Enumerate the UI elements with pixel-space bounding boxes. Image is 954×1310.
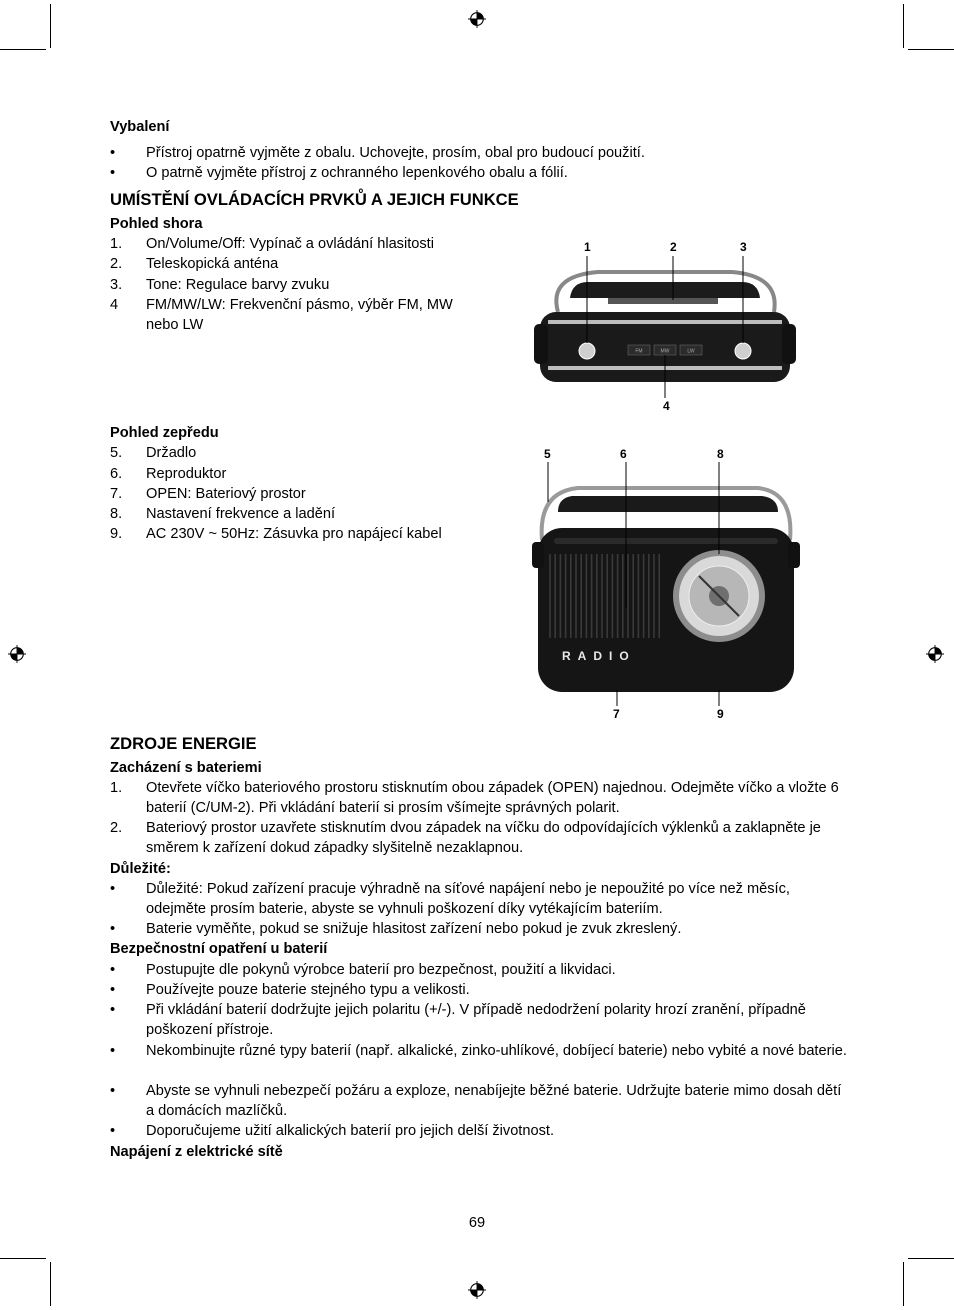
list-item-text: Baterie vyměňte, pokud se snižuje hlasitost zařízení nebo pokud je zvuk zkreslený. xyxy=(146,921,682,937)
item-number: 1. xyxy=(110,236,123,252)
callout-label: 8 xyxy=(717,447,724,461)
crop-mark xyxy=(903,4,904,48)
registration-mark-icon xyxy=(468,1281,486,1299)
list-item-text: Nekombinujte různé typy baterií (např. alkalické, zinko-uhlíkové, dobíjecí baterie) nebo vybité a nové baterie. xyxy=(146,1043,847,1059)
item-number: 9. xyxy=(110,526,123,542)
subsection-title-mains: Napájení z elektrické sítě xyxy=(110,1144,283,1160)
bullet: • xyxy=(110,1002,116,1018)
item-number: 2. xyxy=(110,256,123,272)
list-item-text: FM/MW/LW: Frekvenční pásmo, výběr FM, MW nebo LW xyxy=(146,297,453,333)
list-item-text: O patrně vyjměte přístroj z ochranného lepenkového obalu a fólií. xyxy=(146,165,568,181)
crop-mark xyxy=(0,1258,46,1259)
item-number: 1. xyxy=(110,780,123,796)
crop-mark xyxy=(903,1262,904,1306)
callout-label: 6 xyxy=(620,447,627,461)
list-item-text: Bateriový prostor uzavřete stisknutím dvou západek na víčku do odpovídajících výklenků a zaklapněte je směrem k zařízení dokud západky slyšitelně nezaklapnou. xyxy=(146,820,821,856)
item-number: 8. xyxy=(110,506,123,522)
list-item-text: Teleskopická anténa xyxy=(146,256,279,272)
list-item-text: Abyste se vyhnuli nebezpečí požáru a exploze, nenabíjejte běžné baterie. Udržujte baterie mimo dosah dětí a domácích mazlíčků. xyxy=(146,1083,842,1119)
callout-label: 1 xyxy=(584,240,591,254)
subsection-title-safety: Bezpečnostní opatření u baterií xyxy=(110,941,328,957)
subsection-title-top-view: Pohled shora xyxy=(110,216,203,232)
page-number: 69 xyxy=(468,1215,486,1231)
crop-mark xyxy=(50,4,51,48)
list-item-text: Přístroj opatrně vyjměte z obalu. Uchovejte, prosím, obal pro budoucí použití. xyxy=(146,145,645,161)
bullet: • xyxy=(110,881,116,897)
subsection-title-batteries: Zacházení s bateriemi xyxy=(110,760,262,776)
list-item-text: Postupujte dle pokynů výrobce baterií pro bezpečnost, použití a likvidaci. xyxy=(146,962,616,978)
bullet: • xyxy=(110,1123,116,1139)
crop-mark xyxy=(908,49,954,50)
bullet: • xyxy=(110,921,116,937)
subsection-title-front-view: Pohled zepředu xyxy=(110,425,219,441)
list-item-text: OPEN: Bateriový prostor xyxy=(146,486,306,502)
crop-mark xyxy=(0,49,46,50)
bullet: • xyxy=(110,165,116,181)
brand-logo: RADIO xyxy=(562,649,636,663)
list-item-text: Používejte pouze baterie stejného typu a velikosti. xyxy=(146,982,470,998)
item-number: 2. xyxy=(110,820,123,836)
registration-mark-icon xyxy=(468,10,486,28)
callout-label: 3 xyxy=(740,240,747,254)
item-number: 4 xyxy=(110,297,119,313)
list-item-text: Při vkládání baterií dodržujte jejich polaritu (+/-). V případě nedodržení polarity hrozí zranění, případně poškození přístroje. xyxy=(146,1002,806,1038)
section-title-power: ZDROJE ENERGIE xyxy=(110,734,257,753)
band-button-label: LW xyxy=(687,348,695,355)
section-title-controls: UMÍSTĚNÍ OVLÁDACÍCH PRVKŮ A JEJICH FUNKCE xyxy=(110,190,519,209)
list-item-text: Nastavení frekvence a ladění xyxy=(146,506,336,522)
radio-top-view-illustration xyxy=(528,254,802,398)
list-item-text: Důležité: Pokud zařízení pracuje výhradně na síťové napájení nebo je nepoužité po více než měsíc, odejměte prosím baterie, abyste se vyhnuli poškození díky vytékajícím bateriím. xyxy=(146,881,790,917)
bullet: • xyxy=(110,1043,116,1059)
crop-mark xyxy=(908,1258,954,1259)
list-item-text: Držadlo xyxy=(146,445,197,461)
band-button-label: FM xyxy=(635,348,643,355)
list-item-text: Tone: Regulace barvy zvuku xyxy=(146,277,330,293)
list-item-text: Doporučujeme užití alkalických baterií pro jejich delší životnost. xyxy=(146,1123,554,1139)
callout-label: 5 xyxy=(544,447,551,461)
radio-front-view-illustration xyxy=(528,462,802,706)
section-title-unpacking: Vybalení xyxy=(110,119,170,135)
callout-label: 4 xyxy=(663,399,670,413)
registration-mark-icon xyxy=(8,645,26,663)
item-number: 5. xyxy=(110,445,123,461)
list-item-text: Otevřete víčko bateriového prostoru stisknutím obou západek (OPEN) najednou. Odejměte víčko a vložte 6 baterií (C/UM-2). Při vkládání baterií si prosím všímejte správných polarit. xyxy=(146,780,839,816)
crop-mark xyxy=(50,1262,51,1306)
bullet: • xyxy=(110,1083,116,1099)
list-item-text: On/Volume/Off: Vypínač a ovládání hlasitosti xyxy=(146,236,434,252)
registration-mark-icon xyxy=(926,645,944,663)
list-item-text: AC 230V ~ 50Hz: Zásuvka pro napájecí kabel xyxy=(146,526,442,542)
band-button-label: MW xyxy=(660,348,670,355)
callout-label: 9 xyxy=(717,707,724,721)
item-number: 7. xyxy=(110,486,123,502)
subsection-title-important: Důležité: xyxy=(110,861,171,877)
bullet: • xyxy=(110,962,116,978)
item-number: 3. xyxy=(110,277,123,293)
item-number: 6. xyxy=(110,466,123,482)
list-item-text: Reproduktor xyxy=(146,466,227,482)
callout-label: 7 xyxy=(613,707,620,721)
callout-label: 2 xyxy=(670,240,677,254)
bullet: • xyxy=(110,145,116,161)
bullet: • xyxy=(110,982,116,998)
